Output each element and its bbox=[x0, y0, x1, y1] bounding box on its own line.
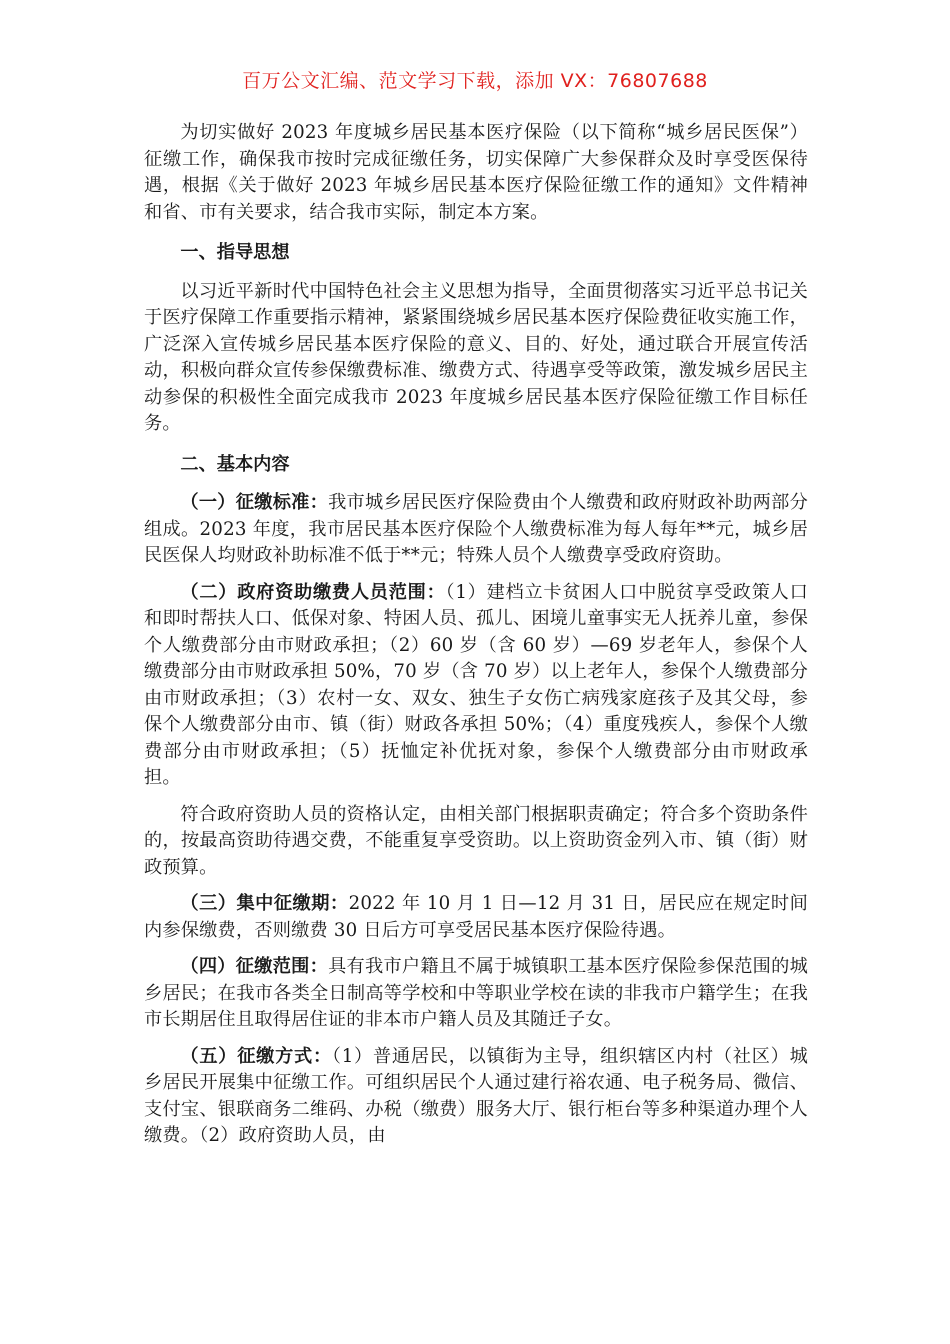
item-lead: （五）征缴方式： bbox=[180, 1045, 332, 1067]
item-collection-scope bbox=[144, 954, 808, 1034]
item-text: （1）建档立卡贫困人口中脱贫享受政策人口和即时帮扶人口、低保对象、特困人员、孤儿、困境儿童事实无人抚养儿童，参保个人缴费部分由市财政承担；（2）60 岁（含 60 岁）—69 岁老年人，参保个人缴费部分由市财政承担 50%，70 岁（含 70 岁）以上老年人，参保个人缴费部分由市财政承担；（3）农村一女、双女、独生子女伤亡病残家庭孩子及其父母，参保个人缴费部分由市、镇（街）财政各承担 50%；（4）重度残疾人，参保个人缴费部分由市财政承担；（5）抚恤定补优抚对象，参保个人缴费部分由市财政承担。 bbox=[144, 581, 808, 788]
section-heading-guiding-thought: 一、指导思想 bbox=[180, 242, 290, 263]
item-text: 符合政府资助人员的资格认定，由相关部门根据职责确定；符合多个资助条件的，按最高资助待遇交费，不能重复享受资助。以上资助资金列入市、镇（街）财政预算。 bbox=[144, 803, 808, 878]
item-text: 我市城乡居民医疗保险费由个人缴费和政府财政补助两部分组成。2023 年度，我市居民基本医疗保险个人缴费标准为每人每年**元，城乡居民医保人均财政补助标准不低于**元；特殊人员个人缴费享受政府资助。 bbox=[144, 492, 808, 566]
document-body bbox=[144, 120, 808, 1160]
item-collection-standard bbox=[144, 490, 808, 570]
item-subsidized-scope bbox=[144, 580, 808, 792]
header-banner: 百万公文汇编、范文学习下载，添加 VX：76807688 bbox=[242, 70, 708, 92]
item-collection-period bbox=[144, 891, 808, 944]
intro-paragraph: 为切实做好 2023 年度城乡居民基本医疗保险（以下简称“城乡居民医保”）征缴工作，确保我市按时完成征缴任务，切实保障广大参保群众及时享受医保待遇，根据《关于做好 2023 年城乡居民基本医疗保险征缴工作的通知》文件精神和省、市有关要求，结合我市实际，制定本方案。 bbox=[144, 122, 808, 223]
item-text: 2022 年 10 月 1 日—12 月 31 日，居民应在规定时间内参保缴费，否则缴费 30 日后方可享受居民基本医疗保险待遇。 bbox=[144, 893, 808, 941]
item-lead: （一）征缴标准： bbox=[180, 492, 329, 513]
section-heading-basic-content: 二、基本内容 bbox=[180, 453, 290, 475]
item-text: 具有我市户籍且不属于城镇职工基本医疗保险参保范围的城乡居民；在我市各类全日制高等学校和中等职业学校在读的非我市户籍学生；在我市长期居住且取得居住证的非本市户籍人员及其随迁子女。 bbox=[144, 956, 808, 1030]
item-subsidy-qualification bbox=[144, 802, 808, 882]
item-lead: （四）征缴范围： bbox=[180, 956, 329, 977]
item-lead: （二）政府资助缴费人员范围： bbox=[180, 581, 446, 603]
item-lead: （三）集中征缴期： bbox=[180, 893, 349, 914]
item-text: （1）普通居民，以镇街为主导，组织辖区内村（社区）城乡居民开展集中征缴工作。可组织居民个人通过建行裕农通、电子税务局、微信、支付宝、银联商务二维码、办税（缴费）服务大厅、银行柜台等多种渠道办理个人缴费。（2）政府资助人员，由 bbox=[144, 1045, 808, 1146]
item-collection-method bbox=[144, 1044, 808, 1150]
guiding-thought-paragraph: 以习近平新时代中国特色社会主义思想为指导，全面贯彻落实习近平总书记关于医疗保障工作重要指示精神，紧紧围绕城乡居民基本医疗保险费征收实施工作，广泛深入宣传城乡居民基本医疗保险的意义、目的、好处，通过联合开展宣传活动，积极向群众宣传参保缴费标准、缴费方式、待遇享受等政策，激发城乡居民主动参保的积极性全面完成我市 2023 年度城乡居民基本医疗保险征缴工作目标任务。 bbox=[144, 280, 808, 434]
